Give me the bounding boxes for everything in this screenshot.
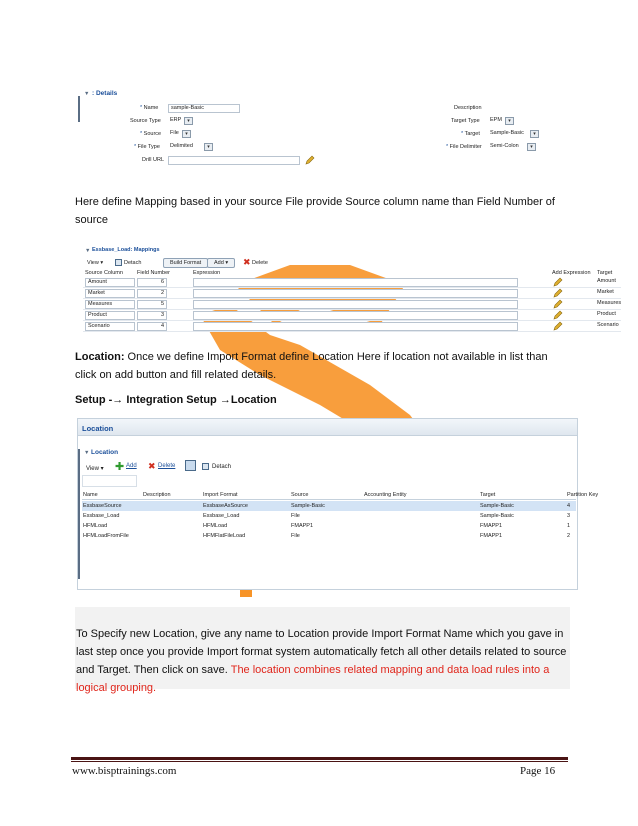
details-collapse-icon[interactable]: ▼: [84, 91, 90, 97]
target-cell[interactable]: Market: [595, 289, 621, 298]
edit-icon[interactable]: [185, 460, 196, 471]
table-row[interactable]: [83, 288, 621, 299]
location-target-cell[interactable]: Sample-Basic: [480, 503, 514, 509]
chevron-down-icon[interactable]: ▾: [184, 117, 193, 125]
expression-cell[interactable]: [193, 289, 518, 298]
field-number-cell[interactable]: 4: [137, 322, 167, 331]
file-type-select[interactable]: Delimited: [168, 143, 204, 152]
table-row[interactable]: [82, 531, 576, 541]
file-type-label: * File Type: [134, 144, 160, 150]
mappings-collapse-icon[interactable]: ▼: [85, 248, 91, 254]
mappings-view-menu[interactable]: View ▾: [87, 260, 104, 266]
location-import-format-cell[interactable]: HFMLoad: [203, 523, 228, 529]
delete-icon[interactable]: ✖: [148, 461, 156, 471]
pencil-icon[interactable]: [553, 310, 563, 320]
expression-cell[interactable]: [193, 300, 518, 309]
column-header: Description: [143, 492, 171, 498]
column-header: Partition Key: [567, 492, 599, 498]
chevron-down-icon[interactable]: ▾: [505, 117, 514, 125]
target-cell[interactable]: Scenario: [595, 322, 621, 331]
location-target-cell[interactable]: Sample-Basic: [480, 513, 514, 519]
target-cell[interactable]: Product: [595, 311, 621, 320]
location-specify-text: To Specify new Location, give any name to Location provide Import Format Name which you gave in last step once you provide Import format system automatically fetch all other details related to source and Target. Then click on save.: [76, 628, 567, 676]
source-column-cell[interactable]: Scenario: [85, 322, 135, 331]
column-header: Accounting Entity: [364, 492, 407, 498]
column-header: Target: [597, 270, 613, 276]
location-subtitle: Location: [91, 449, 119, 456]
location-specify-red-text: The location combines related mapping and data load rules into a logical grouping.: [76, 664, 550, 694]
table-row[interactable]: [82, 501, 576, 511]
footer-divider: [71, 757, 568, 760]
location-bold-label: Location:: [75, 351, 125, 363]
expression-cell[interactable]: [193, 322, 518, 331]
mappings-panel: [83, 246, 623, 332]
location-import-format-cell[interactable]: Essbase_Load: [203, 513, 240, 519]
source-type-label: Source Type: [130, 118, 161, 124]
table-row[interactable]: [83, 299, 621, 310]
location-table-header: [82, 490, 599, 500]
location-panel-title: Location: [82, 424, 114, 433]
location-source-cell[interactable]: File: [291, 513, 300, 519]
pencil-icon[interactable]: [553, 277, 563, 287]
footer-divider-thin: [71, 761, 568, 762]
mappings-add-button[interactable]: Add ▾: [207, 258, 235, 268]
delete-icon[interactable]: ✖: [243, 257, 251, 267]
detach-icon[interactable]: [115, 259, 122, 266]
location-name-cell[interactable]: HFMLoad: [83, 523, 108, 529]
chevron-down-icon[interactable]: ▾: [530, 130, 539, 138]
location-source-cell[interactable]: Sample-Basic: [291, 503, 325, 509]
column-header: Import Format: [203, 492, 238, 498]
location-add-button[interactable]: Add: [126, 463, 137, 469]
details-panel: [78, 88, 562, 174]
location-name-cell[interactable]: Essbase_Load: [83, 513, 120, 519]
location-filter-row: [82, 475, 137, 487]
table-row[interactable]: [82, 511, 576, 521]
field-number-cell[interactable]: 3: [137, 311, 167, 320]
drill-url-label: Drill URL: [142, 157, 164, 163]
table-row[interactable]: [82, 521, 576, 531]
location-import-format-cell[interactable]: HFMFlatFileLoad: [203, 533, 246, 539]
location-import-format-cell[interactable]: EssbaseAsSource: [203, 503, 248, 509]
field-number-cell[interactable]: 2: [137, 289, 167, 298]
nav-integration: Integration Setup: [123, 394, 220, 406]
chevron-down-icon[interactable]: ▾: [204, 143, 213, 151]
location-key-cell[interactable]: 1: [567, 523, 571, 529]
location-collapse-icon[interactable]: ▼: [84, 450, 90, 456]
target-select[interactable]: Sample-Basic: [488, 130, 528, 139]
column-header: Source Column: [85, 270, 123, 276]
nav-setup: Setup -: [75, 394, 113, 406]
chevron-down-icon[interactable]: ▾: [527, 143, 536, 151]
description-label: Description: [454, 105, 482, 111]
location-key-cell[interactable]: 4: [567, 503, 571, 509]
pencil-icon[interactable]: [305, 155, 315, 165]
mappings-delete-button[interactable]: Delete: [252, 260, 268, 266]
details-header: : Details: [92, 90, 118, 97]
location-source-cell[interactable]: File: [291, 533, 300, 539]
location-name-cell[interactable]: EssbaseSource: [83, 503, 122, 509]
footer-url: www.bisptrainings.com: [72, 765, 177, 777]
description-input[interactable]: [488, 104, 558, 113]
detach-icon[interactable]: [202, 463, 209, 470]
source-column-cell[interactable]: Market: [85, 289, 135, 298]
drill-url-input[interactable]: [168, 156, 300, 165]
source-select[interactable]: File: [168, 130, 184, 139]
location-key-cell[interactable]: 2: [567, 533, 571, 539]
location-view-menu[interactable]: View ▾: [86, 466, 104, 472]
field-number-cell[interactable]: 6: [137, 278, 167, 287]
nav-location: Location: [230, 394, 277, 406]
file-delimiter-select[interactable]: Semi-Colon: [488, 143, 526, 152]
table-row[interactable]: [83, 277, 621, 288]
source-column-cell[interactable]: Amount: [85, 278, 135, 287]
nav-path: [75, 391, 277, 409]
location-detach-button[interactable]: Detach: [212, 464, 232, 470]
build-format-button[interactable]: Build Format: [163, 258, 208, 268]
location-panel: [77, 418, 599, 590]
pencil-icon[interactable]: [553, 321, 563, 331]
column-header: Source: [291, 492, 309, 498]
target-label: * Target: [461, 131, 480, 137]
name-input[interactable]: sample-Basic: [168, 104, 240, 113]
arrow-right-icon: →: [112, 394, 124, 406]
file-delimiter-label: * File Delimiter: [446, 144, 482, 150]
source-column-cell[interactable]: Product: [85, 311, 135, 320]
column-header: Add Expression: [552, 270, 591, 276]
location-titlebar: [78, 419, 577, 436]
table-row[interactable]: [83, 321, 621, 332]
source-label: * Source: [140, 131, 162, 137]
expression-cell[interactable]: [193, 311, 518, 320]
table-row[interactable]: [83, 310, 621, 321]
target-cell[interactable]: Measures: [595, 300, 621, 309]
arrow-right-icon: →: [219, 394, 231, 406]
field-number-cell[interactable]: 5: [137, 300, 167, 309]
location-key-cell[interactable]: 3: [567, 513, 571, 519]
column-header: Expression: [193, 270, 221, 276]
location-name-cell[interactable]: HFMLoadFromFile: [83, 533, 129, 539]
column-header: Target: [480, 492, 496, 498]
column-header: Field Number: [137, 270, 171, 276]
pencil-icon[interactable]: [553, 299, 563, 309]
location-delete-button[interactable]: Delete: [158, 463, 176, 469]
mappings-detach-button[interactable]: Detach: [124, 260, 142, 266]
paragraph-location-intro: [75, 348, 565, 384]
chevron-down-icon[interactable]: ▾: [182, 130, 191, 138]
target-type-label: Target Type: [451, 118, 480, 124]
name-label: * Name: [140, 105, 159, 111]
footer-page-number: Page 16: [520, 765, 556, 777]
source-column-cell[interactable]: Measures: [85, 300, 135, 309]
location-target-cell[interactable]: FMAPP1: [480, 523, 503, 529]
details-left-border: [78, 96, 80, 122]
paragraph-mapping-intro: Here define Mapping based in your source File provide Source column name than Field Number of source: [75, 196, 555, 226]
add-icon[interactable]: ✚: [115, 461, 125, 473]
mappings-title: Essbase_Load: Mappings: [92, 247, 160, 253]
target-cell[interactable]: Amount: [595, 278, 621, 287]
expression-cell[interactable]: [193, 278, 518, 287]
location-source-cell[interactable]: FMAPP1: [291, 523, 314, 529]
column-header: Name: [83, 492, 98, 498]
location-intro-text: Once we define Import Format define Location Here if location not available in list than click on add button and fill related details.: [75, 351, 548, 381]
location-left-border: [78, 449, 80, 579]
location-target-cell[interactable]: FMAPP1: [480, 533, 503, 539]
target-type-select[interactable]: EPM: [488, 117, 506, 126]
paragraph-location-specify: [76, 625, 568, 697]
pencil-icon[interactable]: [553, 288, 563, 298]
source-type-select[interactable]: ERP: [168, 117, 186, 126]
